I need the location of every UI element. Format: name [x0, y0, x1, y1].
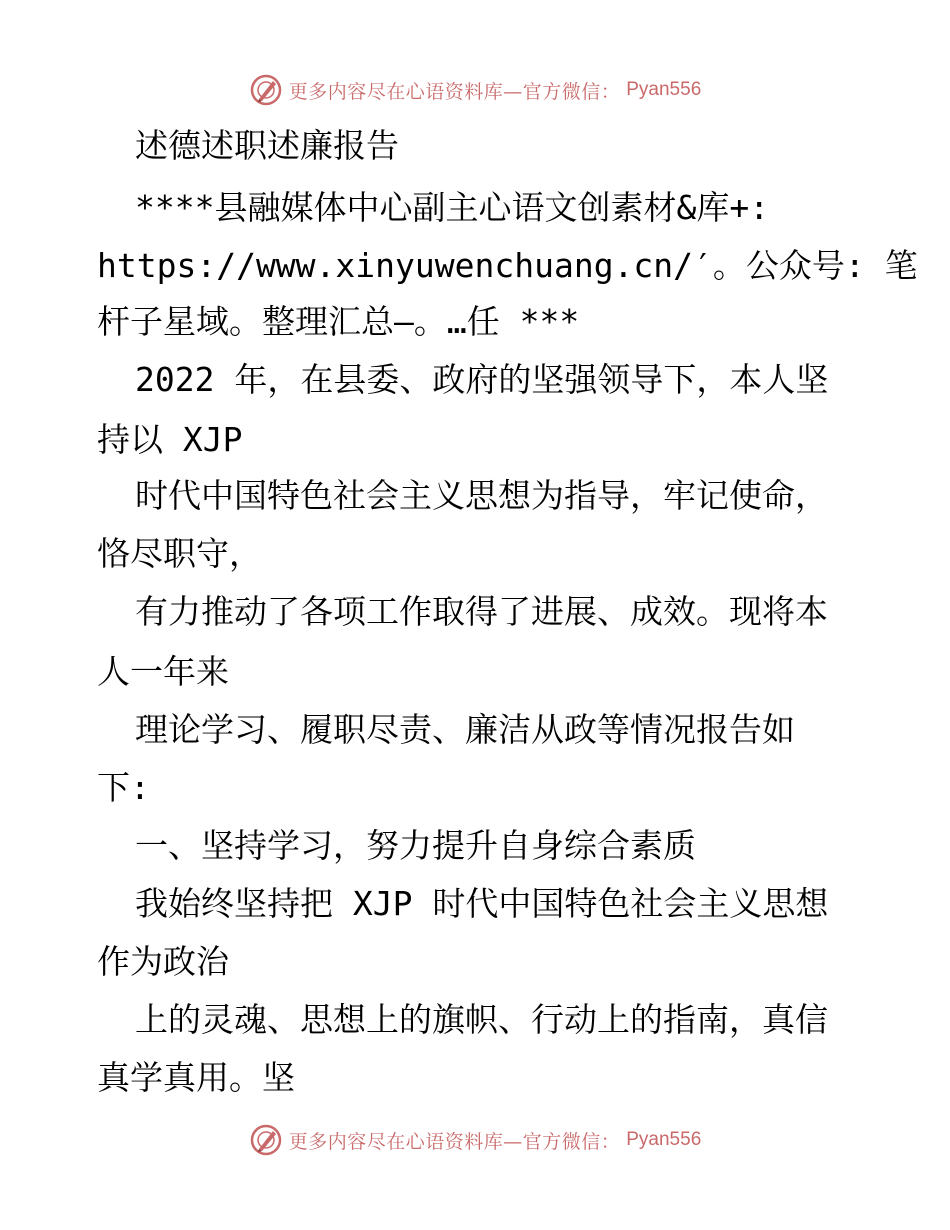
watermark-text: 更多内容尽在心语资料库—官方微信： — [288, 80, 621, 103]
quill-pen-logo-icon — [249, 73, 283, 107]
header-watermark — [0, 70, 950, 110]
body-line: 下: — [97, 768, 150, 807]
body-line: 理论学习、履职尽责、廉洁从政等情况报告如 — [135, 710, 795, 749]
watermark-text: 更多内容尽在心语资料库—官方微信： — [288, 1130, 621, 1153]
body-line: 持以 XJP — [97, 420, 243, 459]
watermark-wechat-id: Pyan556 — [626, 79, 702, 100]
body-line: 2022 年，在县委、政府的坚强领导下，本人坚 — [135, 360, 829, 399]
document-title: 述德述职述廉报告 — [135, 126, 399, 165]
body-line: 作为政治 — [97, 942, 229, 981]
body-line: 时代中国特色社会主义思想为指导，牢记使命， — [135, 476, 828, 515]
author-line: ****县融媒体中心副主心语文创素材&库+: — [135, 188, 770, 227]
body-line: 我始终坚持把 XJP 时代中国特色社会主义思想 — [135, 884, 829, 923]
body-line: 杆子星域。整理汇总—。…任 *** — [97, 302, 580, 341]
quill-pen-logo-icon — [249, 1123, 283, 1157]
body-line: https://www.xinyuwenchuang.cn/′。公众号: 笔 — [97, 246, 918, 285]
watermark-wechat-id: Pyan556 — [626, 1129, 702, 1150]
section-heading: 一、坚持学习，努力提升自身综合素质 — [135, 826, 696, 865]
footer-watermark — [0, 1120, 950, 1160]
body-line: 恪尽职守， — [97, 534, 262, 573]
body-line: 有力推动了各项工作取得了进展、成效。现将本 — [135, 592, 828, 631]
body-line: 真学真用。坚 — [97, 1058, 295, 1097]
body-line: 人一年来 — [97, 652, 229, 691]
body-line: 上的灵魂、思想上的旗帜、行动上的指南，真信 — [135, 1000, 828, 1039]
